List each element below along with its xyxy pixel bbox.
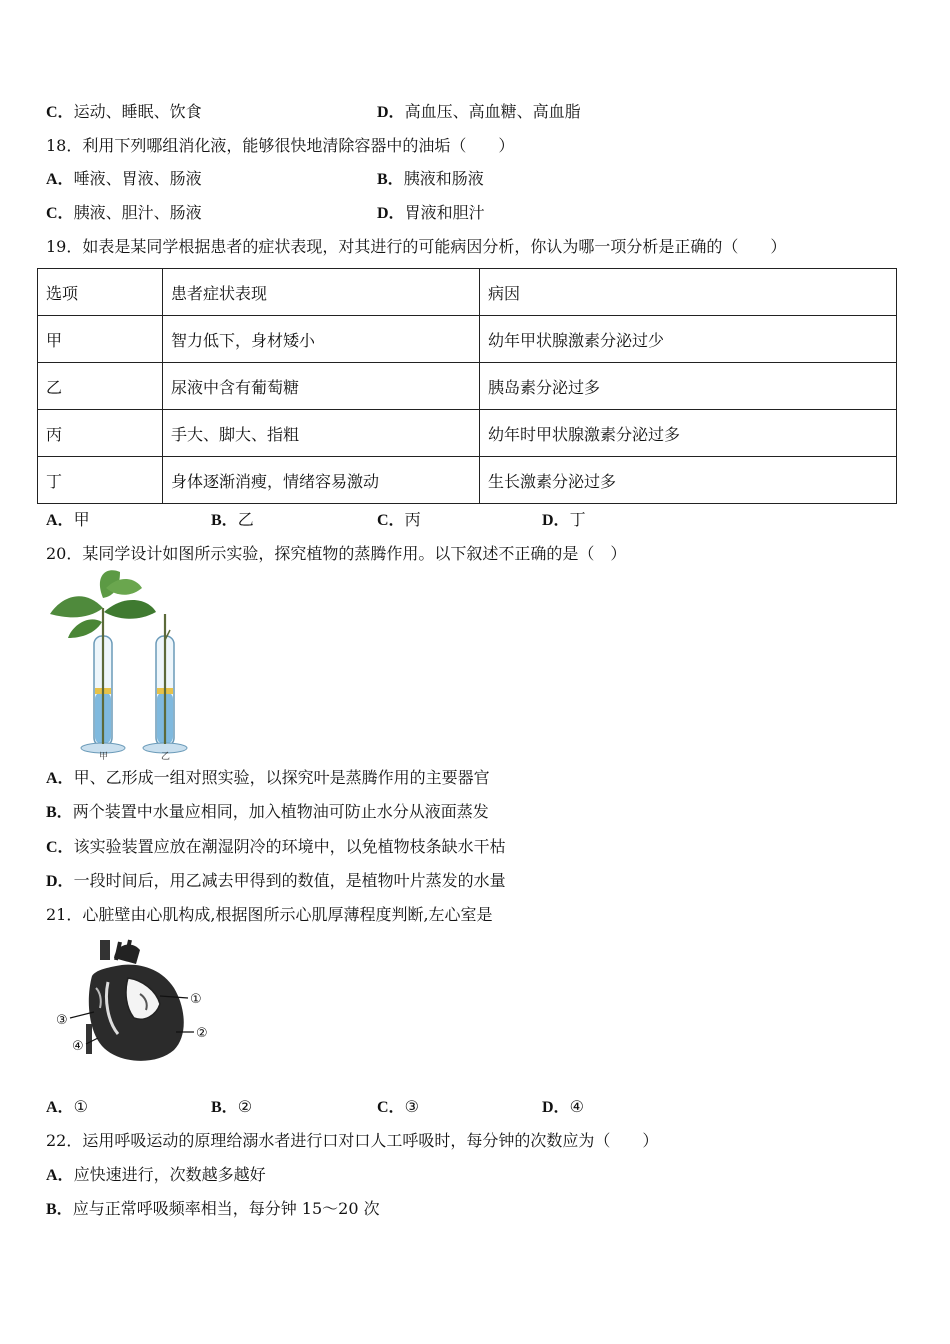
table-cell: 智力低下，身材矮小	[163, 316, 480, 363]
question-18-stem: 18．利用下列哪组消化液，能够很快地清除容器中的油垢（ ）	[46, 136, 515, 155]
option-d: D．一段时间后，用乙减去甲得到的数值，是植物叶片蒸发的水量	[46, 871, 506, 890]
heart-label-4: ④	[72, 1039, 84, 1054]
option-b: B．胰液和肠液	[377, 169, 484, 188]
table-cell: 丁	[38, 457, 163, 504]
heart-label-1: ①	[190, 992, 202, 1007]
table-cell: 尿液中含有葡萄糖	[163, 363, 480, 410]
option-b: B．两个装置中水量应相同，加入植物油可防止水分从液面蒸发	[46, 802, 489, 821]
option-b: B．②	[211, 1097, 253, 1116]
option-a: A．①	[46, 1097, 88, 1116]
option-a: A．唾液、胃液、肠液	[46, 169, 202, 188]
option-d: D．胃液和胆汁	[377, 203, 485, 222]
table-cell: 手大、脚大、指粗	[163, 410, 480, 457]
option-d: D．高血压、高血糖、高血脂	[377, 102, 581, 121]
question-20-stem: 20．某同学设计如图所示实验，探究植物的蒸腾作用。以下叙述不正确的是（ ）	[46, 544, 627, 563]
option-c: C．丙	[377, 510, 421, 529]
option-a: A．甲	[46, 510, 90, 529]
heart-diagram-figure	[56, 938, 216, 1070]
diagnosis-table	[37, 268, 897, 504]
table-header-cell: 患者症状表现	[163, 269, 480, 316]
option-d: D．丁	[542, 510, 586, 529]
table-cell: 甲	[38, 316, 163, 363]
option-b: B．乙	[211, 510, 254, 529]
option-a: A．应快速进行，次数越多越好	[46, 1165, 266, 1184]
table-header-cell: 选项	[38, 269, 163, 316]
heart-label-3: ③	[56, 1013, 68, 1028]
table-cell: 胰岛素分泌过多	[480, 363, 897, 410]
option-c: C．胰液、胆汁、肠液	[46, 203, 202, 222]
option-c: C．③	[377, 1097, 419, 1116]
table-header-cell: 病因	[480, 269, 897, 316]
table-row	[38, 316, 897, 363]
heart-label-2: ②	[196, 1026, 208, 1041]
table-cell: 丙	[38, 410, 163, 457]
option-c: C．该实验装置应放在潮湿阴冷的环境中，以免植物枝条缺水干枯	[46, 837, 506, 856]
question-22-stem: 22．运用呼吸运动的原理给溺水者进行口对口人工呼吸时，每分钟的次数应为（ ）	[46, 1131, 659, 1150]
table-row	[38, 363, 897, 410]
option-a: A．甲、乙形成一组对照实验，以探究叶是蒸腾作用的主要器官	[46, 768, 490, 787]
question-21-stem: 21．心脏壁由心肌构成,根据图所示心肌厚薄程度判断,左心室是	[46, 905, 493, 924]
option-d: D．④	[542, 1097, 584, 1116]
table-cell: 幼年时甲状腺激素分泌过多	[480, 410, 897, 457]
option-b: B．应与正常呼吸频率相当，每分钟 15～20 次	[46, 1199, 380, 1218]
option-c: C．运动、睡眠、饮食	[46, 102, 202, 121]
figure-label-jia: 甲	[99, 752, 109, 760]
table-cell: 乙	[38, 363, 163, 410]
table-cell: 生长激素分泌过多	[480, 457, 897, 504]
table-cell: 身体逐渐消瘦，情绪容易激动	[163, 457, 480, 504]
figure-label-yi: 乙	[161, 752, 171, 760]
question-19-stem: 19．如表是某同学根据患者的症状表现，对其进行的可能病因分析，你认为哪一项分析是正确的（ ）	[46, 237, 787, 256]
transpiration-experiment-figure	[44, 568, 194, 760]
table-cell: 幼年甲状腺激素分泌过少	[480, 316, 897, 363]
table-header-row	[38, 269, 897, 316]
table-row	[38, 410, 897, 457]
table-row	[38, 457, 897, 504]
